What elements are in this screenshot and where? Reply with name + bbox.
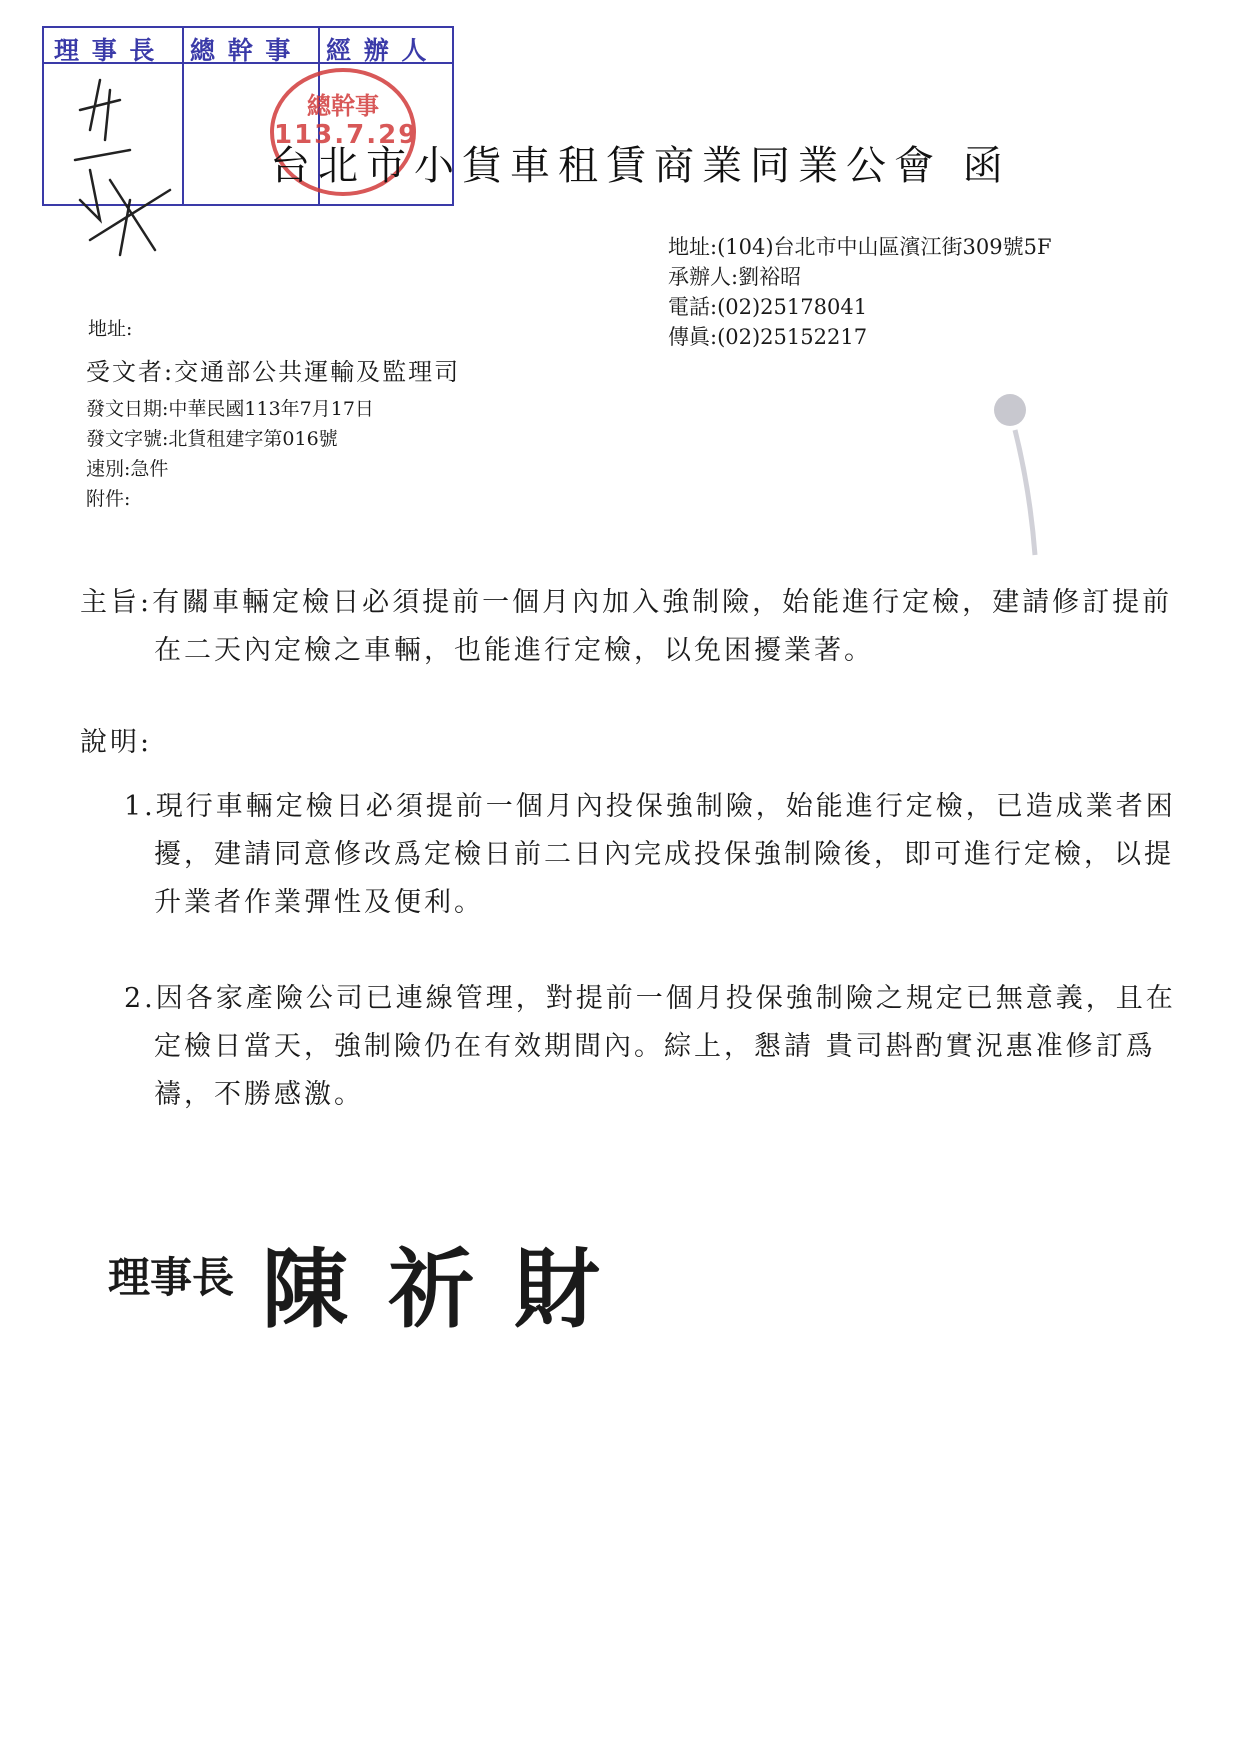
document-number: 發文字號:北貨租建字第016號 bbox=[86, 428, 338, 450]
org-phone: 電話:(02)25178041 bbox=[668, 295, 868, 319]
recipient-address-label: 地址: bbox=[88, 318, 133, 340]
explanation-item-1-line-1: 1.現行車輛定檢日必須提前一個月內投保強制險，始能進行定檢，已造成業者困 bbox=[124, 791, 1176, 822]
org-contact-person: 承辦人:劉裕昭 bbox=[668, 265, 802, 289]
approval-handler-label: 經 辦 人 bbox=[326, 36, 429, 65]
subject-line-1: 主旨:有關車輛定檢日必須提前一個月內加入強制險，始能進行定檢，建請修訂提前 bbox=[80, 587, 1173, 618]
handwritten-signature bbox=[60, 70, 190, 260]
org-fax: 傳眞:(02)25152217 bbox=[668, 325, 868, 349]
stamp-date: 113.7.29 bbox=[274, 120, 419, 150]
attachment: 附件: bbox=[86, 488, 131, 510]
explanation-heading: 說明: bbox=[80, 727, 153, 758]
stamp-title: 總幹事 bbox=[307, 92, 379, 120]
approval-secretary-general-label: 總 幹 事 bbox=[190, 36, 293, 65]
issue-date: 發文日期:中華民國113年7月17日 bbox=[86, 398, 374, 420]
approval-chairman-label: 理 事 長 bbox=[54, 36, 157, 65]
priority: 速別:急件 bbox=[86, 458, 169, 480]
recipient: 受文者:交通部公共運輸及監理司 bbox=[86, 358, 461, 386]
document-title: 台北市小貨車租賃商業同業公會 函 bbox=[270, 143, 1011, 189]
explanation-item-1-line-3: 升業者作業彈性及便利。 bbox=[154, 887, 484, 918]
org-address: 地址:(104)台北市中山區濱江街309號5F bbox=[668, 235, 1052, 259]
signature-title: 理事長 bbox=[108, 1253, 235, 1302]
ink-smudge bbox=[980, 390, 1050, 560]
subject-line-2: 在二天內定檢之車輛，也能進行定檢，以免困擾業著。 bbox=[154, 635, 874, 666]
explanation-item-1-line-2: 擾，建請同意修改爲定檢日前二日內完成投保強制險後，即可進行定檢，以提 bbox=[154, 839, 1174, 870]
signature-name: 陳祈財 bbox=[262, 1240, 640, 1340]
explanation-item-2-line-1: 2.因各家產險公司已連線管理，對提前一個月投保強制險之規定已無意義，且在 bbox=[124, 983, 1176, 1014]
explanation-item-2-line-2: 定檢日當天，強制險仍在有效期間內。綜上，懇請 貴司斟酌實況惠准修訂爲 bbox=[154, 1031, 1156, 1062]
explanation-item-2-line-3: 禱，不勝感激。 bbox=[154, 1079, 364, 1110]
